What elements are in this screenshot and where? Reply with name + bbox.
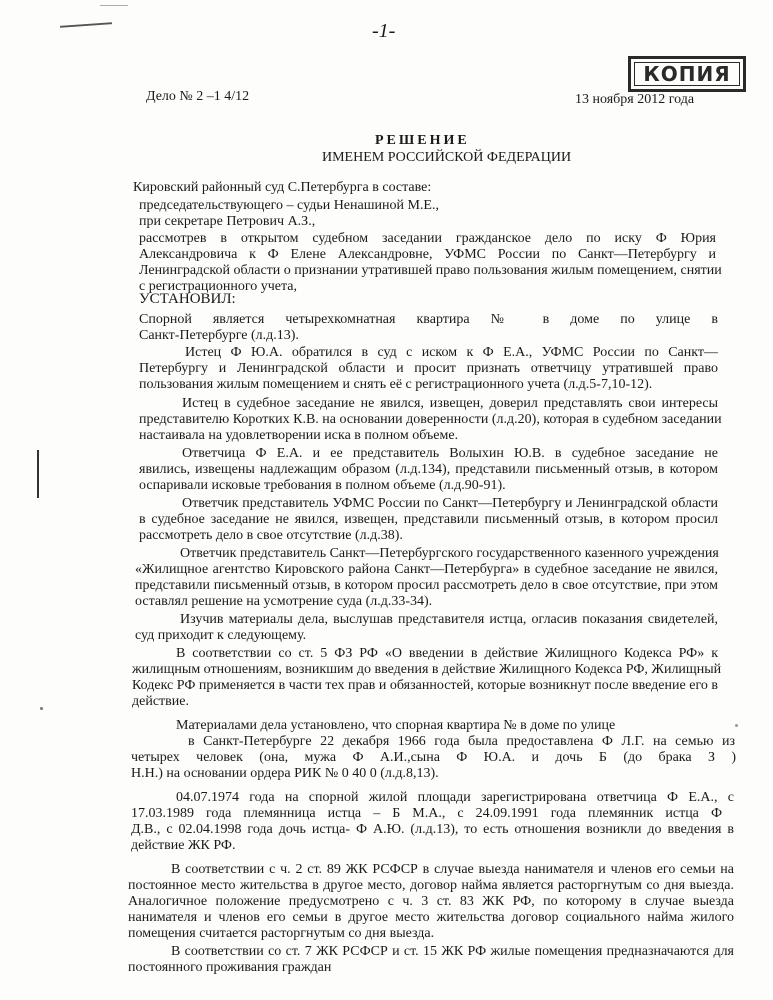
body-line: Ответчик представитель Санкт—Петербургского государственного казенного учреждения (180, 546, 719, 561)
body-line: явились, извещены надлежащим образом (л.д.134), представили письменный отзыв, в котором (139, 462, 718, 477)
case-number: Дело № 2 –1 4/12 (146, 89, 250, 104)
body-line: рассмотрев в открытом судебном заседании гражданское дело по иску Ф Юрия (139, 231, 716, 246)
body-line: Ответчица Ф Е.А. и ее представитель Волыхин Ю.В. в судебное заседание не (182, 446, 718, 461)
body-line: представили письменный отзыв, в котором просил рассмотреть дело в свое отсутствие, при этом (135, 578, 718, 593)
body-line: действие. (132, 694, 189, 709)
body-line: четырех человек (она, мужа Ф А.И.,сына Ф Ю.А. и дочь Б (до брака З ) (131, 750, 736, 765)
body-line: Ответчик представитель УФМС России по Санкт—Петербургу и Ленинградской области (182, 496, 718, 511)
body-line: Материалами дела установлено, что спорная квартира № в доме по улице (176, 718, 616, 733)
body-line: В соответствии со ст. 7 ЖК РСФСР и ст. 15 ЖК РФ жилые помещения предназначаются для (171, 944, 734, 959)
body-line: помещения считается расторгнутым со дня выезда. (128, 926, 435, 941)
page-number: -1- (372, 20, 396, 42)
body-line: оставлял решение на усмотрение суда (л.д.33-34). (135, 594, 433, 609)
scan-mark-top (100, 5, 128, 6)
body-line: 04.07.1974 года на спорной жилой площади зарегистрирована ответчица Ф Е.А., с (176, 790, 734, 805)
body-line: настаивала на удовлетворении иска в полном объеме. (139, 428, 459, 443)
body-line: в судебное заседание не явился, извещен, представили письменный отзыв, в котором просил (139, 512, 718, 527)
body-line: «Жилищное агентство Кировского района Санкт—Петербурга» в судебное заседание не явился, (135, 562, 718, 577)
body-line: Ленинградской области о признании утратившей право пользования жилым помещением, снятии (139, 263, 722, 278)
body-line: председательствующего – судьи Ненашиной М.Е., (139, 198, 439, 213)
margin-dot (735, 724, 738, 727)
body-line: Истец Ф Ю.А. обратился в суд с иском к Ф Е.А., УФМС России по Санкт— (185, 345, 718, 360)
margin-dot (40, 707, 43, 710)
body-line: Санкт-Петербурге (л.д.13). (139, 328, 299, 343)
body-line: Истец в судебное заседание не явился, извещен, доверил представлять свои интересы (182, 396, 718, 411)
body-line: постоянное место жительства в другое место, договор найма является расторгнутым со дня выезда. (128, 878, 734, 893)
body-line: 17.03.1989 года племянница истца – Б М.А., с 24.09.1991 года племянник истца Ф (131, 806, 722, 821)
copy-stamp (628, 56, 746, 92)
body-line: представителю Коротких К.В. на основании доверенности (л.д.20), которая в судебном заседании (139, 412, 722, 427)
body-line: суд приходит к следующему. (135, 628, 307, 643)
body-line: В соответствии с ч. 2 ст. 89 ЖК РСФСР в случае выезда нанимателя и членов его семьи на (171, 862, 734, 877)
body-line: В соответствии со ст. 5 ФЗ РФ «О введении в действие Жилищного Кодекса РФ» к (176, 646, 718, 661)
body-line: Кодекс РФ применяется в части тех прав и обязанностей, которые возникнут после введение его в (132, 678, 718, 693)
body-line: с регистрационного учета, (139, 279, 297, 294)
body-line: Кировский районный суд С.Петербурга в составе: (133, 180, 432, 195)
body-line: Аналогичное положение предусмотрено с ч. 3 ст. 83 ЖК РФ, по которому в случае выезда (128, 894, 734, 909)
body-line: жилищным отношениям, возникшим до введения в действие Жилищного Кодекса РФ, Жилищный (132, 662, 722, 677)
scan-mark-corner (60, 22, 112, 28)
body-line: в Санкт-Петербурге 22 декабря 1966 года была предоставлена Ф Л.Г. на семью из (188, 734, 735, 749)
margin-mark (37, 450, 39, 498)
document-subtitle: ИМЕНЕМ РОССИЙСКОЙ ФЕДЕРАЦИИ (322, 150, 572, 165)
body-line: действие ЖК РФ. (131, 838, 236, 853)
body-line: Изучив материалы дела, выслушав представителя истца, огласив показания свидетелей, (180, 612, 718, 627)
body-line: Н.Н.) на основании ордера РИК № 0 40 0 (л.д.8,13). (131, 766, 439, 781)
copy-stamp-text: КОПИЯ (634, 62, 740, 86)
body-line: Д.В., с 02.04.1998 года дочь истца- Ф А.Ю. (л.д.13), то есть отношения возникли до введения в (131, 822, 734, 837)
decision-date: 13 ноября 2012 года (575, 92, 695, 107)
body-line: Петербургу и Ленинградской области и просит признать ответчицу утратившей право (139, 361, 718, 376)
body-line: при секретаре Петрович А.З., (139, 214, 316, 229)
body-line: нанимателя и членов его семьи в другое место жительства договор социального найма жилого (128, 910, 734, 925)
body-line: пользования жилым помещением и снять её с регистрационного учета (л.д.5-7,10-12). (139, 377, 653, 392)
section-heading: УСТАНОВИЛ: (139, 291, 236, 307)
body-line: Александровича к Ф Елене Александровне, УФМС России по Санкт—Петербургу и (139, 247, 716, 262)
body-line: постоянного проживания граждан (128, 960, 332, 975)
body-line: рассмотреть дело в свое отсутствие (л.д.38). (139, 528, 403, 543)
body-line: Спорной является четырехкомнатная квартира № в доме по улице в (139, 312, 718, 327)
document-title: РЕШЕНИЕ (375, 133, 470, 148)
body-line: оспаривали исковые требования в полном объеме (л.д.90-91). (139, 478, 506, 493)
